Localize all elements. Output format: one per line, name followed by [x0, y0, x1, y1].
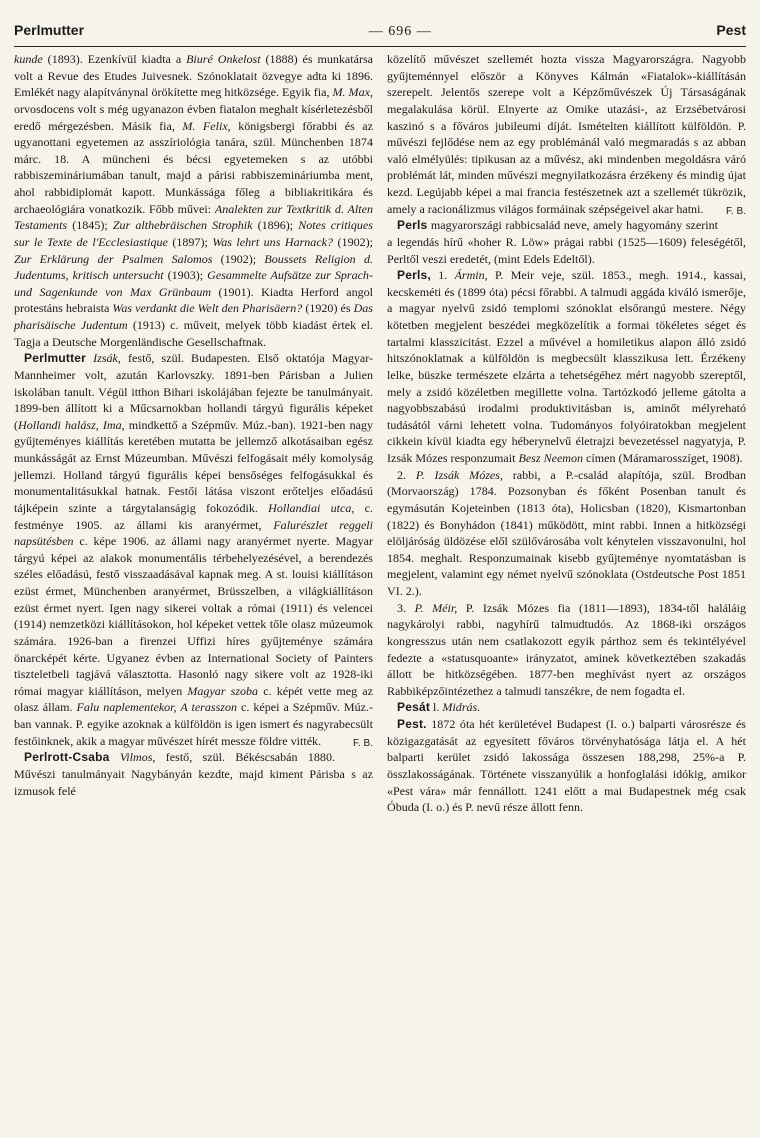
- italic-text: P. Izsák Mózes,: [415, 467, 503, 482]
- entry-text: [110, 750, 120, 764]
- author-signature: F. B.: [725, 205, 746, 217]
- entry-text: c. képei a Szépműv. Múz.-ban vannak. P. egyike azoknak a külföldön is igen ismert és nagyrabecsült festőinknek, akik a magyar művészet hírét messze földre vitték.: [14, 700, 373, 748]
- italic-text: Falu naplementekor, A terasszon: [76, 700, 237, 715]
- italic-text: Falurészlet reggeli napsütésben: [14, 517, 373, 549]
- entry-text: (1903);: [163, 268, 208, 283]
- entry-text: orvosdocens volt s még ugyanazon évben fiatalon meghalt kísérletezésből eredő mérgezésben. Másik fia,: [14, 101, 373, 133]
- entry-text: rabbi, a P.-család alapítója, szül. Brodban (Morvaország) 1784. Pozsonyban és főként Posenban tanult és egymásután Kojeteinben (1813 óta), Holicsban (1820), Kismartonban (1822) és Bonyhádon (1841) működött, mint rabbi. Innen a hitközségi elöljáróság üldözése elől szülővárosába volt kénytelen visszavonulni, hol 1854. meghalt. Responzumainak kisebb gyűjteménye nyomtatásban is megjelent, valamint egy német nyelvű szónoklata (Ostdeutsche Post 1851 VI. 2.).: [387, 467, 747, 598]
- dictionary-entry: [387, 267, 746, 467]
- entry-text: l.: [430, 700, 443, 715]
- entry-text: königsbergi főrabbi és az ugyanottani egyetemen az asszíriológia tanára, szül. Münchenben 1874 márc. 18. A müncheni és bécsi egyetemeken s az utóbbi rabbiszemináriumában tanult, majd a párisi rabbiszemináriumba ment, ahol rabbidiplomát kapott. Munkássága főleg a bibliakritikára és archaeológiára vonatkozik. Főbb művei:: [14, 118, 373, 216]
- italic-text: Hollandi halász, Ima,: [18, 417, 125, 432]
- dictionary-entry: [387, 51, 746, 217]
- author-signature: F. B.: [352, 737, 373, 749]
- italic-text: Das pharisäische Judentum: [14, 301, 373, 332]
- italic-text: Notes critiques sur le Texte de l'Ecclesiastique: [14, 218, 373, 249]
- entry-text: P. Izsák Mózes fia (1811—1893), 1834-től haláláig nagykárolyi rabbi, nagyhírű talmudtudós. Az 1868-iki országos kongresszus után nem csatlakozott egyik párthoz sem és tekintélyével fedezte a «statusquoante» irányzatot, aminek következtében szakadás állott be hitközségében. 1877-ben meghívást nyert az országos Rabbiképzőintézethez a talmudi tanszékre, de nem fogadta el.: [387, 600, 746, 698]
- entry-headword: Pest.: [397, 717, 427, 731]
- header-rule: [14, 46, 746, 47]
- page-number: — 696 —: [368, 24, 432, 39]
- entry-headword: Pesát: [397, 700, 431, 715]
- dictionary-entry: [14, 749, 373, 799]
- entry-text: 2.: [397, 467, 416, 482]
- entry-text: c. festménye 1905. az állami kis aranyérmet,: [14, 500, 373, 532]
- dictionary-entry: [387, 467, 746, 600]
- italic-text: kunde: [14, 52, 43, 66]
- italic-text: Besz Neemon: [518, 451, 584, 465]
- italic-text: Magyar szoba: [187, 683, 259, 698]
- italic-text: P. Méir,: [414, 600, 458, 615]
- entry-text: (1920) és: [302, 301, 354, 316]
- right-column: [387, 51, 746, 816]
- italic-text: Gesammelte Aufsätze zur Sprach-und Sagenkunde von Max Grünbaum: [14, 268, 373, 299]
- entry-text: (1913) c. műveit, melyek több kiadást értek el. Tagja a Deutsche Morgenländische Gesellschaftnak.: [14, 318, 374, 349]
- dictionary-entry: [387, 699, 746, 716]
- text-columns: [14, 51, 746, 816]
- italic-text: Midrás.: [442, 700, 481, 715]
- page-header: [14, 22, 746, 44]
- italic-text: Vilmos,: [119, 750, 156, 765]
- entry-headword: Perlrott-Csaba: [24, 750, 110, 765]
- entry-text: c. képe 1906. az állami nagy aranyérmet nyerte. Magyar tárgyú képei az alakok monumentális térbehelyezésével, a berendezés széles előadású, festő visszaadásával kapnak meg. A st. louisi kiállításon ezüst érmet, Münchenben aranyérmet, Brüsszelben, a világkiállításon ezüst érmet nyert. Igen nagy sikerei voltak a római (1911) és velencei (1914) nemzetközi kiállításokon, hol képeket vettek tőle olasz múzeumok számára. 1926-ban a firenzei Uffizi híres gyűjteménye számára önarcképét kérte. Ugyanez évben az International Society of Painters tiszteletbeli tagjává választotta. Hasonló nagy sikere volt az 1928-iki római magyar kiállításon, melyen: [14, 534, 373, 698]
- italic-text: Zur Erklärung der Psalmen Salomos: [14, 251, 213, 266]
- running-head-left: Perlmutter: [14, 22, 85, 38]
- italic-text: M. Felix,: [182, 118, 231, 133]
- italic-text: Ármin,: [454, 268, 488, 283]
- entry-text: (1902);: [212, 251, 265, 266]
- italic-text: Izsák,: [93, 351, 121, 366]
- italic-text: M. Max,: [332, 85, 373, 100]
- dictionary-entry: [387, 716, 746, 816]
- dictionary-entry: [387, 600, 746, 700]
- left-column: [14, 51, 373, 816]
- entry-headword: Perls: [397, 218, 428, 233]
- entry-text: címen (Máramarosszíget, 1908).: [583, 451, 743, 465]
- entry-text: festő, szül. Békéscsabán 1880. Művészi tanulmányait Nagybányán kezdte, majd kiment Párisba s az izmusok felé: [14, 750, 373, 798]
- entry-text: 1.: [430, 268, 455, 283]
- italic-text: Hollandiai utca,: [268, 500, 355, 515]
- entry-text: 3.: [397, 600, 415, 615]
- entry-text: 1872 óta hét kerületével Budapest (I. o.) balparti városrésze és közigazgatását az egyesített főváros törvényhatósága látja el. A hét balparti kerület zsidó lakossága összesen 188,298, 25%-a P. összlakosságának. Története visszanyúlik a honfoglalási idókig, amikor «Pest vára» már fennállott. 1241 előtt a mai Budapestnek még csak Óbuda (I. o.) és P. nevű része állott fenn.: [387, 717, 746, 815]
- dictionary-entry: [387, 217, 746, 267]
- entry-text: közelítő művészet szellemét hozta vissza Magyarországra. Nagyobb gyűjteménnyel először a Könyves Kálmán «Fiatalok»-kiállításán szerepelt. Jelentős szerepe volt a Képzőművészek Új Társaságának megalakulása körül. Elnyerte az Omike utazási-, az Erzsébetvárosi kaszinó s a főváros jubileumi díját. Ismételten kiállított külföldön. P. művészi fejlődése nem az egy problémánál való megmaradás s az abban való elmélyülés: tipikusan az a művész, aki mindenben megoldásra váró problémát lát, minden művészi megnyilatkozásra érzékeny és mindig újat kezd. Legújabb képei a mai francia festészetnek azt a szellemét tükrözik, amely a racionálizmus világos formáinak szépségeivel akar hatni.: [387, 52, 746, 216]
- entry-headword: Perlmutter: [24, 351, 87, 366]
- entry-text: c. képét vette meg az olasz állam.: [14, 683, 373, 715]
- entry-text: magyarországi rabbicsalád neve, amely hagyomány szerint a legendás hírű «hoher R. Löw» prágai rabbi (1525—1609) feleségétől, Perltől veszi eredetét, (mint Edels Edeltől).: [387, 218, 746, 266]
- entry-text: (1888) és munkatársa volt a Revue des Etudes Juivesnek. Szónoklatait özvegye adta ki 1896. Emlékét nagy alapítványnal örökítette meg hitközsége. Egyik fia,: [14, 52, 373, 100]
- entry-text: mindkettő a Szépműv. Múz.-ban). 1921-ben nagy gyűjteményes kiállítás keretében mutatta be jellemző alkotásaiban egész munkásságát az Ernst Múzeumban. Művészi felfogásait mély komolyság jellemzi. Holland tárgyú figurális képei bensőséges felfogásukkal és monumentalitásukkal hatnak. Festői látása viszont erőteljes előadású tájképein szinte a tárgytalanságig fokozódik.: [14, 417, 373, 515]
- entry-text: (1902);: [333, 234, 374, 249]
- italic-text: Boussets Religion d. Judentums, kritisch untersucht: [14, 251, 373, 283]
- entry-text: festő, szül. Budapesten. Első oktatója Magyar-Mannheimer volt, azután Karlovszky. 1891-ben Párisban a Julien iskolában tanult. Végül itthon Bihari iskolájában fejezte be tanulmányait. 1899-ben állított ki a Műcsarnokban hollandi tárgyú figurális képeket (: [14, 351, 374, 432]
- entry-text: (1845);: [67, 218, 113, 233]
- entry-text: (1893). Ezenkívül kiadta a: [42, 52, 187, 66]
- dictionary-entry: [14, 51, 373, 350]
- entry-text: (1901). Kiadta Herford angol protestáns hebraista: [14, 284, 374, 316]
- italic-text: Was lehrt uns Harnack?: [212, 234, 334, 249]
- dictionary-entry: [14, 350, 373, 749]
- running-head-right: Pest: [716, 22, 746, 38]
- italic-text: Biuré Onkelost: [186, 52, 261, 66]
- entry-headword: Perls,: [397, 268, 431, 283]
- entry-text: P. Meir veje, szül. 1853., megh. 1914., kassai, kecskeméti és (1899 óta) pécsi főrabbi. A talmudi aggáda kiváló ismerője, a magyar nyelvű zsidó templomi szónoklat elsőrangú mestere. Négy kötetben megjelent beszédei megközelítik a formai tökéletes séget és tartalmi klasszicitást. Ezzel a művével a homiletikus alapon álló zsidó hitszónoklatnak a külföldön is megbecsült klasszikusa lett. Érzékeny lelke, büszke természete elzárta a tehetségéhez mért nagyobb szereptől, mely a zsidó közéletben megillette volna. Tartózkodó jelleme gátolta a nagyobbszabású irodalmi produktivitásban is, aminőt mélyreható tudásától várni lehetett volna. Tudományos folyóiratokban megjelent cikkein kívül kiadta egy héberynelvű életrajzi bevezetéssel nagyatyja, P. Izsák Mózes responzumait: [387, 268, 746, 465]
- italic-text: Zur althebräischen Strophik: [112, 218, 253, 233]
- entry-text: (1896);: [252, 218, 299, 233]
- entry-text: (1897);: [167, 234, 213, 249]
- italic-text: Was verdankt die Welt den Pharisäern?: [112, 301, 303, 316]
- italic-text: Analekten zur Textkritik d. Alten Testaments: [14, 201, 373, 233]
